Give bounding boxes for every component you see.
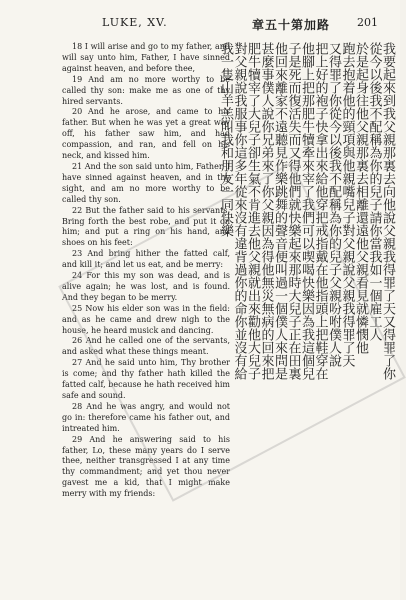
chinese-column: 把上好的袍子快拿出來給他穿把戒指戴在他指頭上把鞋穿在 xyxy=(312,42,328,380)
verse-19: 19 And am no more worthy to be called thy son: make me as one of thy hired servants. xyxy=(62,74,230,106)
chinese-column: 我一隻山羊羔叫我和朋友一同快樂 xyxy=(218,42,233,237)
chinese-column: 從今以後我不配稱為你的兒子請你當我如一個雇工人 xyxy=(366,42,382,341)
verse-23: 23 And bring hither the fatted calf, and kill it; and let us eat, and be merry: xyxy=(62,249,230,270)
chinese-column: 子是死而復活失而又得他們就快樂起來那時大兒子正在田裏 xyxy=(285,42,301,380)
page-header xyxy=(62,16,386,36)
chinese-column: 又得罪了你從今以後我不配稱為你的兒子父親吩咐僕人說 xyxy=(326,42,341,367)
chinese-column: 我要起來到我父親那裏去向他說父親我得罪了天又得罪了你 xyxy=(380,42,395,380)
running-head-english: LUKE, XV. xyxy=(102,16,168,29)
verse-21: 21 And the son said unto him, Father, I have sinned against heaven, and in thy sight, and am no more worthy to be called thy son. xyxy=(62,161,231,204)
running-head-chinese: 章五十第加路 xyxy=(252,18,331,32)
verse-22: 22 But the father said to his servants, Bring forth the best robe, and put it on him; and put a ring on his hand, and shoes on his feet: xyxy=(62,205,230,248)
verse-28: 28 And he was angry, and would not go in: therefore came his father out, and intreated him. xyxy=(62,401,230,433)
chinese-column: 他回來離家不遠聽見作樂跳舞的聲音便叫過一個僕人來問是 xyxy=(272,42,287,380)
chinese-column: 他腳上把那肥牛犢牽來宰了我們可以喫喝快樂因為我這個兒 xyxy=(299,42,314,380)
verse-25: 25 Now his elder son was in the field: and as he came and drew nigh to the house, he heard musick and dancing. xyxy=(62,303,230,335)
verse-27: 27 And he said unto him, Thy brother is come; and thy father hath killed the fatted calf, because he hath received him safe and sound. xyxy=(62,358,230,400)
chinese-column: 跑去抱着他的頸項與他親嘴兒子對父親說父親我得罪了天 xyxy=(339,42,355,367)
page-number: 201 xyxy=(357,16,378,29)
verse-24: 24 For this my son was dead, and is alive again; he was lost, and is found. And they began to be merry. xyxy=(62,271,230,302)
chinese-column: 甚麼事僕人說你兄弟來了你父親因為得他無災無病的回來把 xyxy=(258,42,274,380)
verse-18: 18 I will arise and go to my father, and will say unto him, Father, I have sinned against heaven, and before thee, xyxy=(62,42,230,73)
english-text-column xyxy=(62,42,230,590)
verse-29: 29 And he answering said to his father, Lo, these many years do I serve thee, neither transgressed I at any time thy commandment; and yet thou never gavest me a kid, that I might make merry with my friends: xyxy=(62,434,230,499)
verse-20: 20 And he arose, and came to his father. But when he was yet a great way off, his father saw him, and had compassion, and ran, and fell on his neck, and kissed him. xyxy=(62,107,230,161)
verse-26: 26 And he called one of the servants, and asked what these things meant. xyxy=(62,336,230,357)
chinese-column: 於是起身往他父親那裏去相離還遠他父親看見就憐憫他 xyxy=(353,42,368,354)
chinese-text-block xyxy=(218,42,395,452)
chinese-column: 肥牛犢宰了大兒子卻生氣不肯進去他父親就出來勸他大兒子 xyxy=(245,42,260,380)
chinese-column: 對父親說我服事你這多年從來沒有違背過你的命你並沒有給 xyxy=(231,42,247,380)
